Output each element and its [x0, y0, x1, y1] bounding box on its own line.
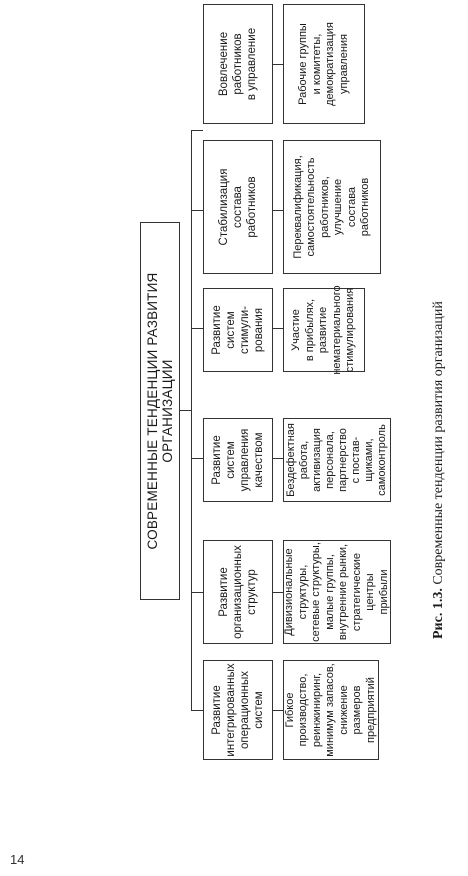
connector-col-6: [191, 130, 203, 131]
connector-col-2: [191, 592, 203, 593]
connector-col-4: [191, 328, 203, 329]
link-4: [273, 328, 283, 329]
link-2: [273, 592, 283, 593]
detail-text-2: Дивизиональные структуры, сетевые структуры, малые группы, внутренние рынки, стратегические центры прибыли: [283, 542, 390, 642]
page-number: 14: [10, 852, 25, 867]
diagram-title: СОВРЕМЕННЫЕ ТЕНДЕНЦИИ РАЗВИТИЯ ОРГАНИЗАЦИИ: [145, 272, 175, 550]
link-3: [273, 458, 283, 459]
header-text-6: Вовлечение работников в управление: [218, 27, 258, 101]
detail-text-5: Переквалификация, самостоятельность работников, улучшение состава работников: [291, 155, 371, 259]
figure-caption: [431, 301, 449, 639]
header-text-1: Развитие интегрированных операционных систем: [211, 663, 265, 757]
connector-branch: [191, 130, 192, 710]
connector-col-5: [191, 210, 203, 211]
detail-text-1: Гибкое производство, реинжиниринг, минимум запасов, снижение размеров предприятий: [283, 663, 377, 757]
caption-label: Рис. 1.3.: [431, 588, 446, 639]
link-5: [273, 210, 283, 211]
header-text-2: Развитие организационных структур: [218, 545, 258, 639]
detail-text-4: Участие в прибылях, развитие нематериального стимулирования: [290, 285, 357, 375]
header-text-3: Развитие систем управления качеством: [211, 428, 265, 492]
link-1: [273, 710, 283, 711]
link-6: [273, 64, 283, 65]
connector-col-3: [191, 458, 203, 459]
connector-col-1: [191, 710, 203, 711]
detail-text-3: Бездефектная работа, активизация персонала, партнерство с постав- щиками, самоконтроль: [285, 423, 388, 497]
caption-text: Современные тенденции развития организаций: [431, 301, 446, 585]
header-text-5: Стабилизация состава работников: [218, 168, 258, 246]
header-text-4: Развитие систем стимули- рования: [211, 305, 265, 355]
detail-text-6: Рабочие группы и комитеты, демократизация управления: [297, 22, 350, 106]
